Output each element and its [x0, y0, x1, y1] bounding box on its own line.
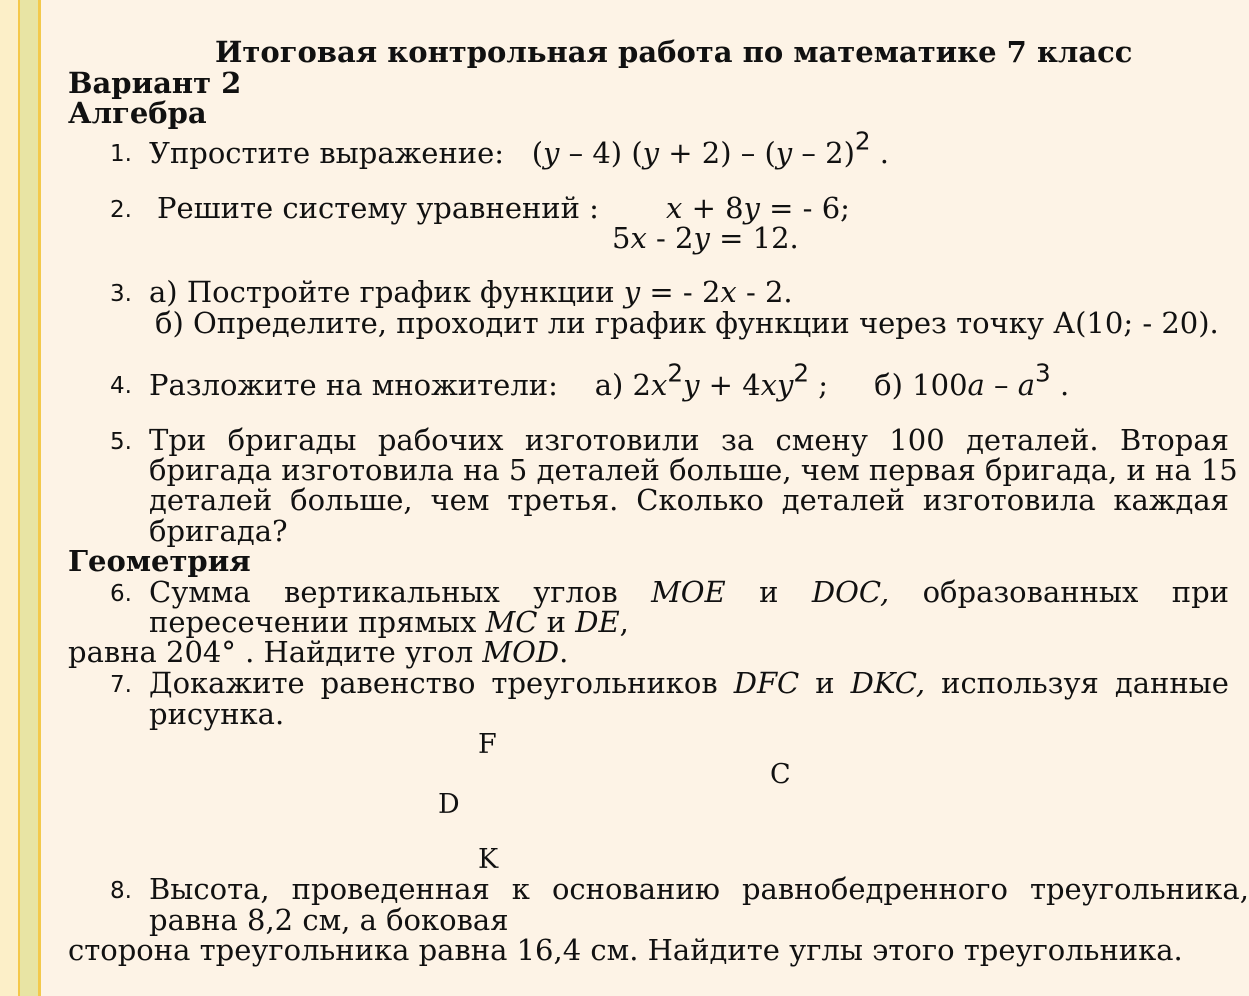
- task-number-6: 6.: [110, 581, 132, 607]
- task-6-word: при: [1171, 575, 1229, 609]
- task-6-word: и: [759, 575, 779, 609]
- task-8-line-1: [149, 873, 1249, 905]
- task-8-word: к: [511, 872, 530, 906]
- task-7-line-1: [149, 667, 1229, 699]
- task-5-word: за: [721, 423, 755, 457]
- margin-stripe-left: [0, 0, 18, 996]
- task-6-word: углов: [533, 575, 618, 609]
- task-5-word: третья.: [507, 483, 619, 517]
- task-7-line-2: рисунка.: [149, 697, 285, 731]
- task-5-line-3: [149, 484, 1229, 516]
- task-5-word: больше,: [290, 483, 413, 517]
- task-6-line-2: пересечении прямых MC и DE,: [149, 605, 629, 639]
- task-6-angle-doc: DOC,: [811, 575, 890, 609]
- task-7-word: Докажите: [149, 666, 305, 700]
- task-2-eq1-rest: = - 6;: [759, 191, 850, 225]
- task-1-exponent: 2: [854, 126, 871, 156]
- task-5-word: рабочих: [377, 423, 504, 457]
- task-5-line-1: [149, 424, 1229, 456]
- task-number-1: 1.: [110, 141, 132, 167]
- task-8-word: равнобедренного: [741, 872, 1008, 906]
- variant-label: Вариант 2: [68, 66, 242, 100]
- task-7-triangle-dfc: DFC: [733, 666, 800, 700]
- task-7-word: равенство: [320, 666, 476, 700]
- task-3-a-text: а) Постройте график функции: [149, 275, 624, 309]
- task-6-word: вертикальных: [284, 575, 500, 609]
- task-4: Разложите на множители: а) $2x^2y + 4xy^2$ ; б) $100a - a^3$ .: [149, 358, 1070, 402]
- task-7-word: данные: [1114, 666, 1229, 700]
- task-3-a-end: - 2.: [736, 275, 793, 309]
- task-8-word: проведенная: [291, 872, 490, 906]
- task-7-triangle-dkc: DKC,: [850, 666, 926, 700]
- task-5-word: каждая: [1113, 483, 1229, 517]
- task-7-word: используя: [941, 666, 1099, 700]
- task-6-line-3: равна 204° . Найдите угол MOD.: [68, 635, 569, 669]
- task-5-word: деталей: [149, 483, 273, 517]
- section-algebra: Алгебра: [68, 96, 207, 130]
- task-number-8: 8.: [110, 878, 132, 904]
- figure-label-k: K: [478, 844, 499, 875]
- margin-stripe-line-2: [38, 0, 41, 996]
- task-6-line-de: DE: [575, 605, 620, 639]
- task-6-word: образованных: [922, 575, 1139, 609]
- task-8-word: треугольника,: [1029, 872, 1249, 906]
- page-title: Итоговая контрольная работа по математике 7 класс: [215, 35, 1133, 69]
- task-5-line-2: бригада изготовила на 5 деталей больше, чем первая бригада, и на 15: [149, 453, 1238, 487]
- task-5-word: чем: [430, 483, 490, 517]
- task-3-part-a: а) Постройте график функции y = - 2x - 2.: [149, 275, 793, 309]
- margin-stripe-right: [20, 0, 38, 996]
- figure-label-c: C: [770, 759, 791, 790]
- task-6-angle-moe: MOE: [651, 575, 726, 609]
- task-4-text: Разложите на множители:: [149, 368, 558, 402]
- task-5-word: деталей: [781, 483, 905, 517]
- task-5-word: бригады: [227, 423, 357, 457]
- task-6-line-2-text: пересечении прямых: [149, 605, 486, 639]
- task-number-5: 5.: [110, 429, 132, 455]
- task-2-eq2-rest: = 12.: [709, 221, 799, 255]
- task-6-line-2-and: и: [537, 605, 576, 639]
- task-5-word: смену: [775, 423, 868, 457]
- task-2-equation-2: 5x - 2y = 12.: [612, 221, 799, 255]
- task-5-word: изготовила: [922, 483, 1096, 517]
- task-1: Упростите выражение: (y – 4) (y + 2) – (y – 2)$^2$ .: [149, 126, 890, 170]
- task-8-word: основанию: [551, 872, 720, 906]
- task-4-a-exp-2: 2: [793, 358, 810, 388]
- task-4-b-label: б) 100: [874, 368, 968, 402]
- figure-label-d: D: [438, 789, 460, 820]
- task-4-a-label: а) 2: [594, 368, 652, 402]
- task-4-a-exp-1: 2: [667, 358, 684, 388]
- task-4-b-exp: 3: [1035, 358, 1051, 388]
- task-3-part-b: б) Определите, проходит ли график функции через точку А(10; - 20).: [155, 306, 1219, 340]
- task-6-line-1: [149, 576, 1229, 608]
- task-5-word: Три: [149, 423, 207, 457]
- task-5-word: Вторая: [1119, 423, 1229, 457]
- task-6-line-mc: MC: [485, 605, 538, 639]
- task-7-word: и: [815, 666, 835, 700]
- task-number-3: 3.: [110, 281, 132, 307]
- task-1-text: Упростите выражение:: [149, 136, 505, 170]
- task-number-7: 7.: [110, 672, 132, 698]
- task-number-4: 4.: [110, 373, 132, 399]
- task-2-equation-1: x + 8y = - 6;: [666, 191, 850, 225]
- task-6-angle-mod: MOD: [482, 635, 560, 669]
- task-number-2: 2.: [110, 197, 132, 223]
- section-geometry: Геометрия: [68, 544, 251, 578]
- task-5-line-4: бригада?: [149, 514, 288, 548]
- task-5-word: деталей.: [966, 423, 1099, 457]
- task-8-line-2: равна 8,2 см, а боковая: [149, 903, 509, 937]
- task-8-word: Высота,: [149, 872, 270, 906]
- figure-label-f: F: [478, 729, 497, 760]
- task-2-text: Решите систему уравнений :: [157, 191, 599, 225]
- task-5-word: Сколько: [636, 483, 764, 517]
- task-6-word: Сумма: [149, 575, 251, 609]
- task-6-line-3-text: равна 204° . Найдите угол: [68, 635, 483, 669]
- task-7-word: треугольников: [491, 666, 718, 700]
- task-5-word: изготовили: [524, 423, 700, 457]
- task-8-line-3: сторона треугольника равна 16,4 см. Найдите углы этого треугольника.: [68, 933, 1183, 967]
- task-3-a-rest: = - 2: [640, 275, 721, 309]
- task-5-word: 100: [889, 423, 945, 457]
